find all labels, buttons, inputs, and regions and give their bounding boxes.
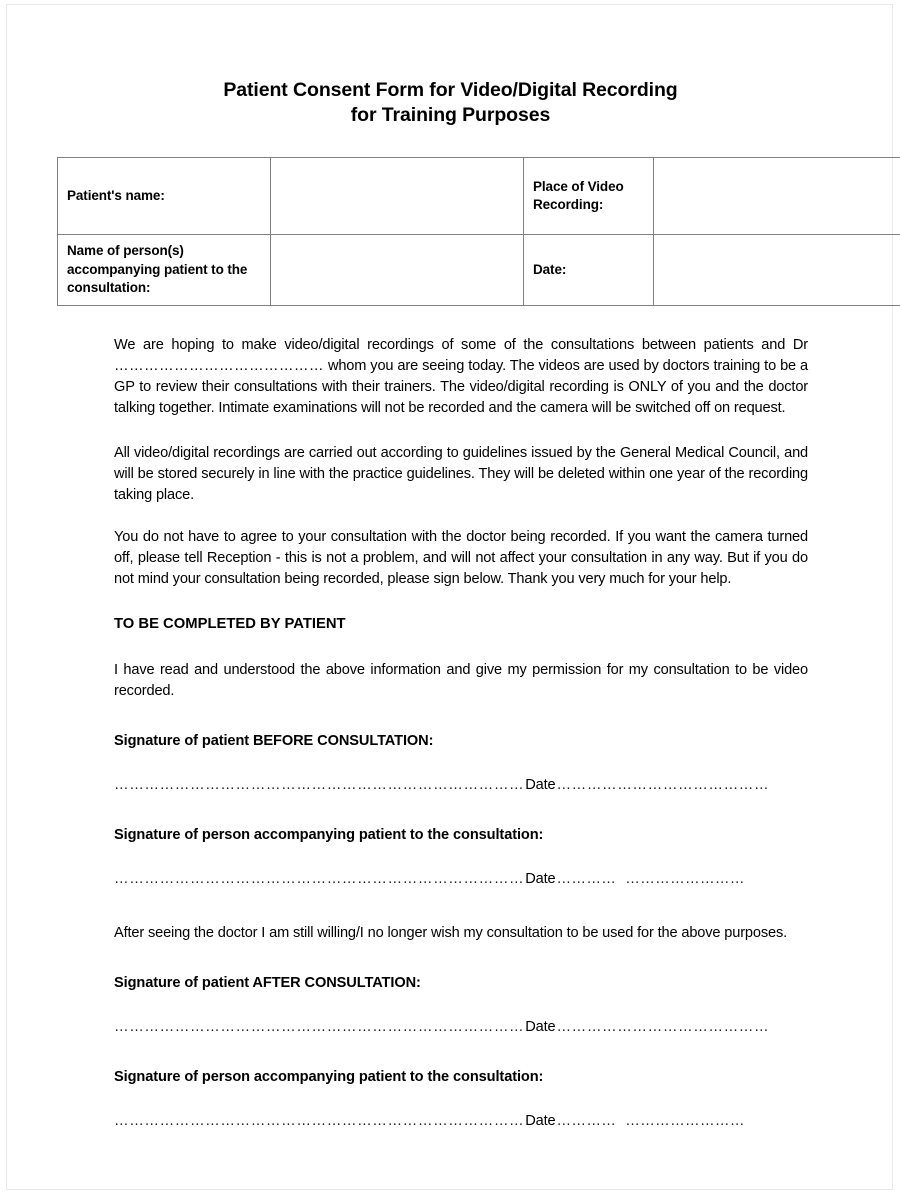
paragraph-intro (114, 335, 808, 419)
spacer (114, 306, 808, 335)
spacer (114, 796, 808, 825)
date-label: Date (525, 1113, 556, 1129)
place-of-recording-value-cell[interactable] (654, 158, 900, 235)
signature-heading-patient-after: Signature of patient AFTER CONSULTATION: (114, 975, 421, 991)
document-title-line-2: for Training Purposes (350, 104, 551, 126)
signature-fill-line[interactable]: ……………………………………………………………………… (114, 1019, 525, 1035)
spacer (114, 845, 808, 869)
spacer (114, 993, 808, 1017)
date-fill-line-continued[interactable]: …………………… (625, 871, 745, 887)
spacer (114, 1087, 808, 1111)
document-body (7, 5, 894, 1132)
signature-line-accompanying-before[interactable] (114, 869, 808, 890)
accompanying-person-value-cell[interactable] (271, 235, 524, 306)
signature-fill-line[interactable]: ……………………………………………………………………… (114, 1113, 525, 1129)
patient-name-label-cell: Patient's name: (58, 158, 271, 235)
document-page (6, 4, 893, 1190)
signature-heading-patient-before: Signature of patient BEFORE CONSULTATION: (114, 733, 434, 749)
signature-line-accompanying-after[interactable] (114, 1111, 808, 1132)
table-row (58, 235, 900, 306)
table-row (58, 158, 900, 235)
paragraph-intro-part-1: We are hoping to make video/digital recordings of some of the consultations between patients and Dr (114, 337, 808, 353)
accompanying-person-label-cell: Name of person(s) accompanying patient to the consultation: (58, 235, 271, 306)
spacer (114, 890, 808, 923)
date-fill-line-continued[interactable]: …………………… (625, 1113, 745, 1129)
date-label: Date (525, 871, 556, 887)
spacer (114, 590, 808, 614)
document-content (114, 306, 808, 1132)
signature-line-patient-after[interactable] (114, 1017, 808, 1038)
spacer (114, 506, 808, 527)
document-title (7, 78, 894, 128)
spacer (114, 1038, 808, 1067)
signature-heading-accompanying-after: Signature of person accompanying patient to the consultation: (114, 1069, 544, 1085)
date-fill-line[interactable]: …………………………………… (556, 777, 770, 793)
spacer (114, 634, 808, 660)
patient-details-table (57, 157, 900, 306)
paragraph-guidelines: All video/digital recordings are carried out according to guidelines issued by the General Medical Council, and will be stored securely in line with the practice guidelines. They will be deleted within one year of the recording taking place. (114, 445, 808, 503)
spacer (114, 944, 808, 973)
signature-line-patient-before[interactable] (114, 775, 808, 796)
date-label: Date (525, 1019, 556, 1035)
date-label: Date (525, 777, 556, 793)
date-fill-line[interactable]: ………… (556, 871, 617, 887)
paragraph-consent-optional: You do not have to agree to your consultation with the doctor being recorded. If you want the camera turned off, please tell Reception - this is not a problem, and will not affect your consultation in any way. But if you do not mind your consultation being recorded, please sign below. Thank you very much for your help. (114, 529, 808, 587)
paragraph-after-consultation: After seeing the doctor I am still willing/I no longer wish my consultation to be used for the above purposes. (114, 925, 788, 941)
place-of-recording-label-cell: Place of Video Recording: (524, 158, 654, 235)
signature-fill-line[interactable]: ……………………………………………………………………… (114, 777, 525, 793)
doctor-name-fill-line[interactable]: …………………………………… (114, 358, 324, 374)
document-title-line-1: Patient Consent Form for Video/Digital Recording (223, 79, 678, 101)
date-fill-line[interactable]: …………………………………… (556, 1019, 770, 1035)
spacer (114, 702, 808, 731)
date-value-cell[interactable] (654, 235, 900, 306)
paragraph-intro-part-2: whom you are seeing today. The videos are used by doctors training to be a GP to review their consultations with their trainers. The video/digital recording is ONLY of you and the doctor talking together. Intimate examinations will not be recorded and the camera will be switched off on request. (114, 358, 808, 416)
spacer (114, 751, 808, 775)
date-fill-line[interactable]: ………… (556, 1113, 617, 1129)
signature-fill-line[interactable]: ……………………………………………………………………… (114, 871, 525, 887)
signature-heading-accompanying-before: Signature of person accompanying patient to the consultation: (114, 827, 544, 843)
paragraph-permission: I have read and understood the above information and give my permission for my consultation to be video recorded. (114, 662, 808, 699)
section-heading-to-be-completed: TO BE COMPLETED BY PATIENT (114, 616, 346, 632)
spacer (114, 419, 808, 443)
patient-name-value-cell[interactable] (271, 158, 524, 235)
date-label-cell: Date: (524, 235, 654, 306)
